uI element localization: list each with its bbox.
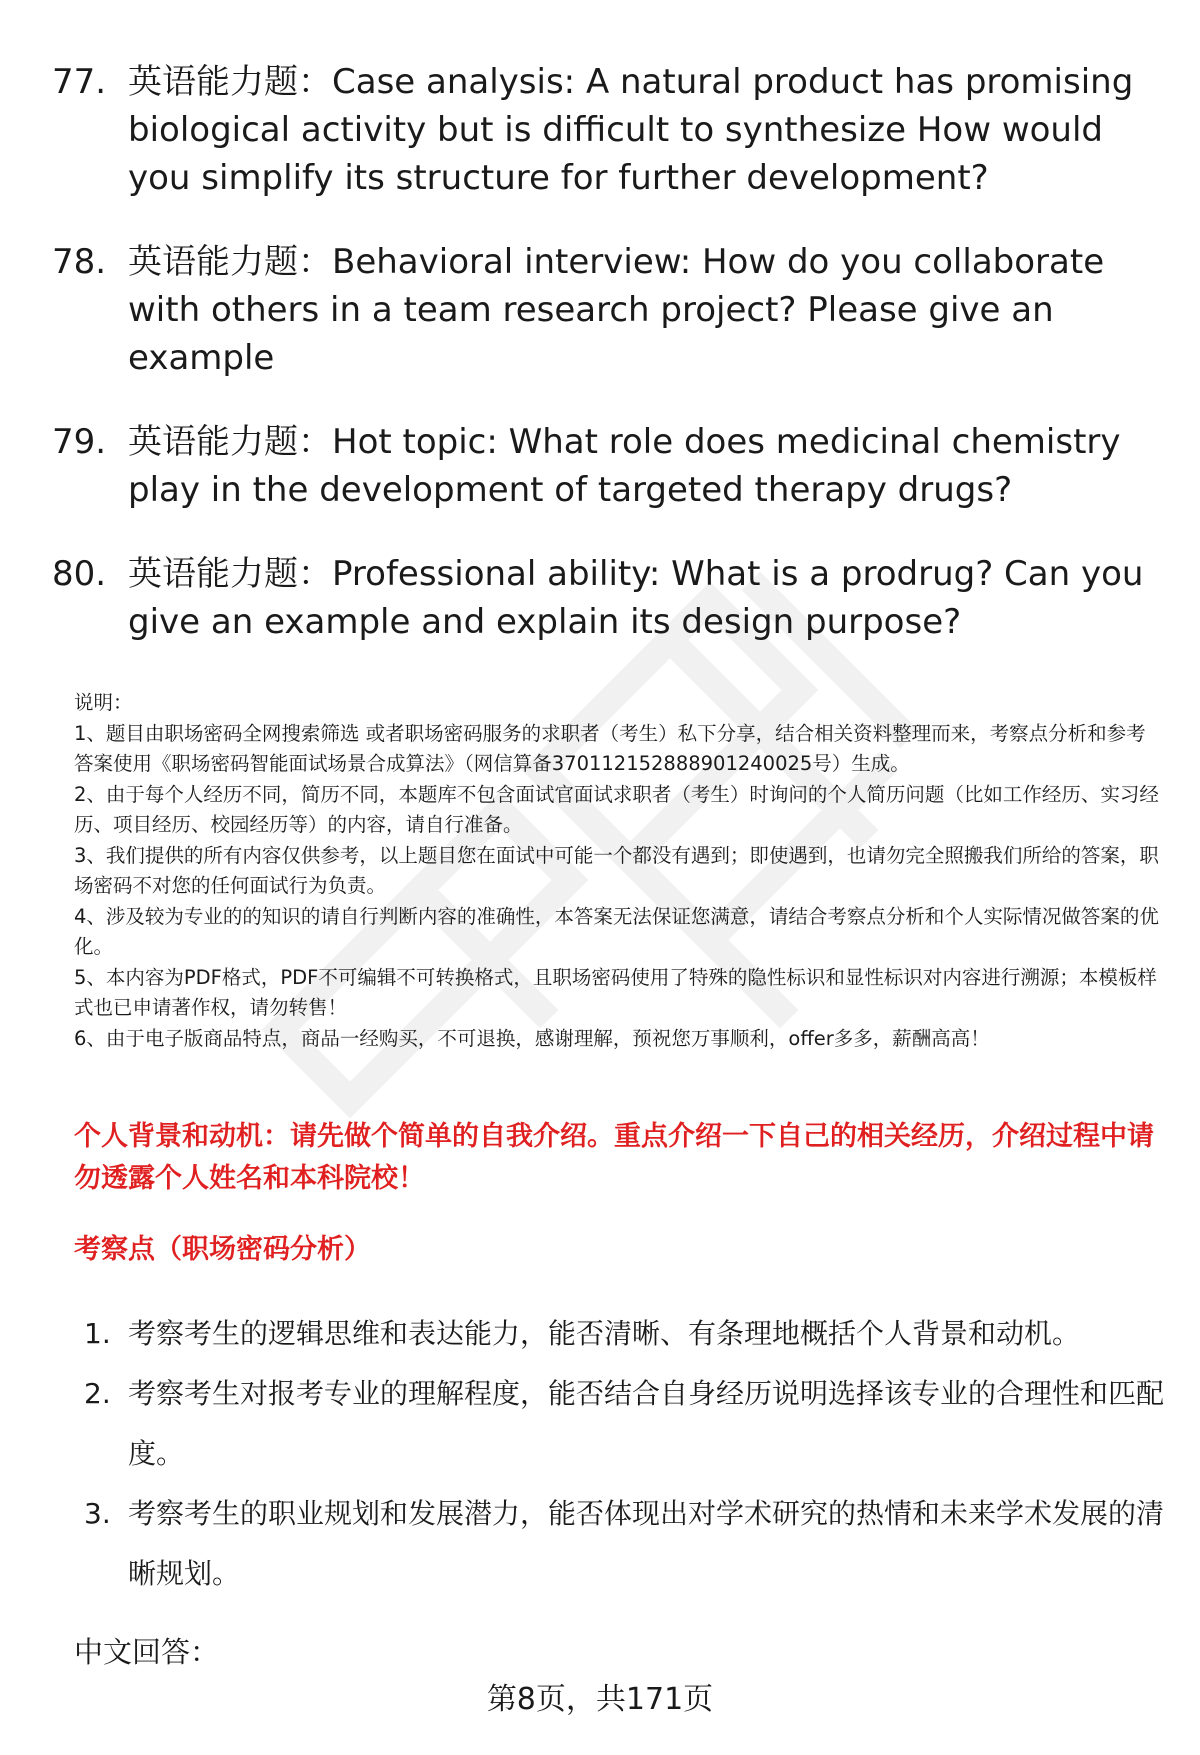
- question-text: Behavioral interview: How do you collaborate with others in a team research project? Please give an example: [128, 242, 1105, 378]
- question-list: [52, 58, 1162, 682]
- exam-point-number: 3.: [84, 1497, 111, 1530]
- question-number: 80.: [52, 554, 107, 594]
- question-number: 79.: [52, 422, 107, 462]
- question-number: 78.: [52, 242, 107, 282]
- notes-heading: 说明：: [74, 691, 133, 714]
- question-category: 英语能力题：: [128, 242, 332, 282]
- exam-point: [84, 1364, 1164, 1484]
- question-item: [52, 58, 1162, 202]
- note-item: 2、由于每个人经历不同，简历不同，本题库不包含面试官面试求职者（考生）时询问的个人简历问题（比如工作经历、实习经历、项目经历、校园经历等）的内容，请自行准备。: [74, 782, 1159, 836]
- question-category: 英语能力题：: [128, 62, 332, 102]
- notes-section: [74, 688, 1164, 1054]
- section-title: 个人背景和动机：请先做个简单的自我介绍。重点介绍一下自己的相关经历，介绍过程中请勿透露个人姓名和本科院校！: [74, 1121, 1154, 1194]
- question-item: [52, 418, 1162, 514]
- exam-point-text: 考察考生的逻辑思维和表达能力，能否清晰、有条理地概括个人背景和动机。: [128, 1317, 1081, 1350]
- exam-point-number: 2.: [84, 1377, 111, 1410]
- question-category: 英语能力题：: [128, 422, 332, 462]
- question-item: [52, 550, 1162, 646]
- note-item: 4、涉及较为专业的的知识的请自行判断内容的准确性，本答案无法保证您满意，请结合考察点分析和个人实际情况做答案的优化。: [74, 904, 1159, 958]
- question-category: 英语能力题：: [128, 554, 332, 594]
- question-text: Case analysis: A natural product has promising biological activity but is difficult to synthesize How would you simplify its structure for further development?: [128, 62, 1134, 198]
- note-item: 1、题目由职场密码全网搜索筛选 或者职场密码服务的求职者（考生）私下分享，结合相关资料整理而来，考察点分析和参考答案使用《职场密码智能面试场景合成算法》（网信算备370112152888901240025号）生成。: [74, 721, 1146, 775]
- question-text: Hot topic: What role does medicinal chemistry play in the development of targeted therapy drugs?: [128, 422, 1121, 510]
- page-footer: 第8页，共171页: [486, 1682, 714, 1717]
- exam-point-text: 考察考生对报考专业的理解程度，能否结合自身经历说明选择该专业的合理性和匹配度。: [128, 1377, 1165, 1470]
- note-item: 6、由于电子版商品特点，商品一经购买，不可退换，感谢理解，预祝您万事顺利，offer多多，薪酬高高！: [74, 1026, 990, 1050]
- points-heading: 考察点（职场密码分析）: [74, 1234, 371, 1265]
- answer-label: 中文回答：: [74, 1635, 220, 1669]
- exam-points-list: [84, 1304, 1164, 1604]
- exam-point-text: 考察考生的职业规划和发展潜力，能否体现出对学术研究的热情和未来学术发展的清晰规划。: [128, 1497, 1165, 1590]
- note-item: 3、我们提供的所有内容仅供参考，以上题目您在面试中可能一个都没有遇到；即使遇到，也请勿完全照搬我们所给的答案，职场密码不对您的任何面试行为负责。: [74, 843, 1159, 897]
- exam-point: [84, 1484, 1164, 1604]
- question-text: Professional ability: What is a prodrug? Can you give an example and explain its design purpose?: [128, 554, 1144, 642]
- question-item: [52, 238, 1162, 382]
- note-item: 5、本内容为PDF格式，PDF不可编辑不可转换格式，且职场密码使用了特殊的隐性标识和显性标识对内容进行溯源；本模板样式也已申请著作权，请勿转售！: [74, 965, 1157, 1019]
- question-number: 77.: [52, 62, 107, 102]
- exam-point: [84, 1304, 1164, 1364]
- exam-point-number: 1.: [84, 1317, 111, 1350]
